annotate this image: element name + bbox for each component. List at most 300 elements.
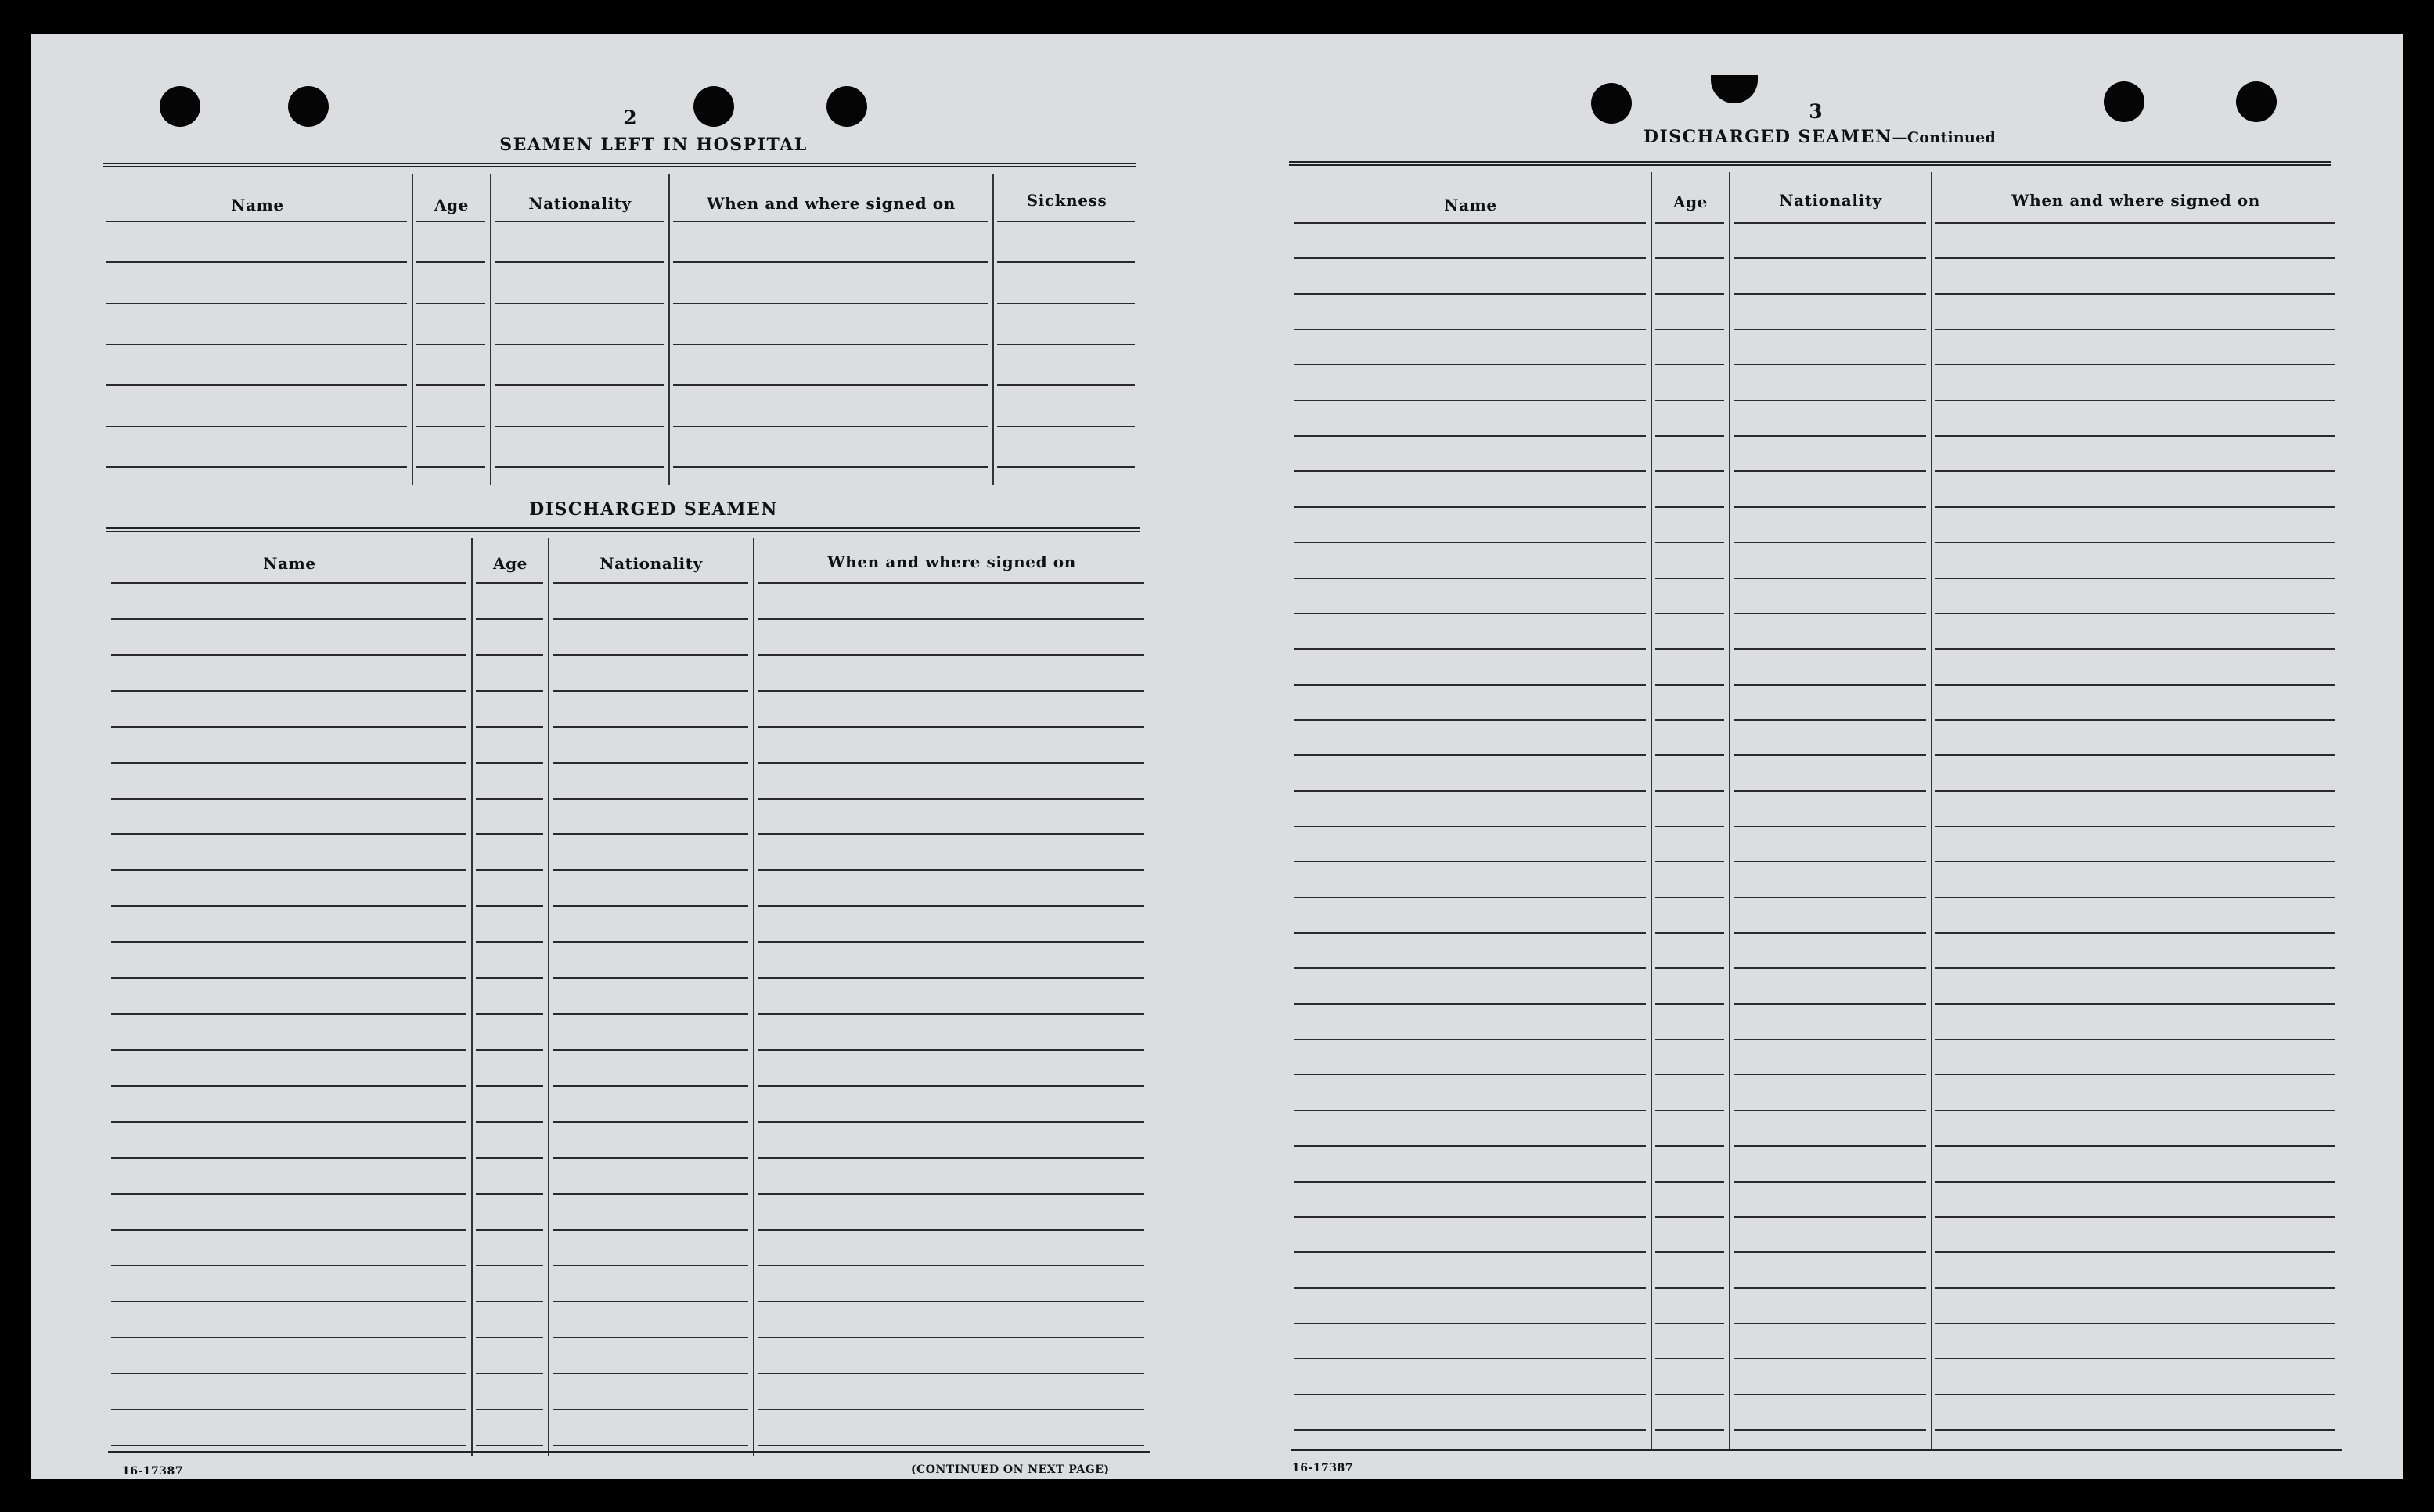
entry-line (1294, 826, 1646, 827)
entry-line (1935, 1323, 2335, 1324)
entry-line (1655, 1394, 1724, 1395)
entry-line (1734, 222, 1926, 224)
entry-line (111, 941, 466, 943)
entry-line (1935, 1358, 2335, 1359)
entry-line (1294, 1039, 1646, 1040)
entry-line (495, 384, 664, 386)
entry-line (106, 384, 407, 386)
entry-line (1655, 1110, 1724, 1111)
entry-line (111, 1373, 466, 1374)
entry-line (1734, 1003, 1926, 1005)
entry-line (1294, 1251, 1646, 1253)
entry-line (758, 1265, 1144, 1266)
entry-line (476, 1121, 543, 1123)
entry-line (1935, 542, 2335, 543)
entry-line (1935, 1429, 2335, 1431)
entry-line (1294, 754, 1646, 756)
entry-line (476, 798, 543, 800)
entry-line (1734, 1216, 1926, 1218)
entry-line (111, 1121, 466, 1123)
entry-line (758, 1085, 1144, 1087)
bottom-rule (1291, 1449, 2342, 1451)
entry-line (1655, 648, 1724, 650)
entry-line (758, 762, 1144, 764)
entry-line (1935, 1074, 2335, 1075)
entry-line (997, 384, 1135, 386)
column-signed-on (670, 174, 994, 485)
entry-line (758, 833, 1144, 835)
entry-line (1294, 329, 1646, 330)
entry-line (1294, 932, 1646, 934)
entry-line (553, 869, 748, 871)
entry-line (1935, 1110, 2335, 1111)
entry-line (758, 1301, 1144, 1302)
entry-line (111, 1409, 466, 1410)
entry-line (1294, 293, 1646, 295)
hospital-table (103, 174, 1140, 485)
entry-line (106, 426, 407, 427)
entry-line (1294, 435, 1646, 437)
entry-line (1935, 1394, 2335, 1395)
entry-line (553, 690, 748, 692)
entry-line (1935, 578, 2335, 579)
entry-line (476, 1445, 543, 1446)
entry-line (1655, 1287, 1724, 1289)
entry-line (758, 582, 1144, 584)
entry-line (553, 654, 748, 656)
entry-line (1935, 222, 2335, 224)
punch-hole (160, 86, 200, 127)
entry-line (111, 1157, 466, 1159)
entry-line (476, 1301, 543, 1302)
entry-line (553, 726, 748, 728)
entry-line (111, 1265, 466, 1266)
entry-line (1294, 400, 1646, 401)
entry-line (758, 1229, 1144, 1231)
entry-line (495, 466, 664, 468)
entry-line (1935, 293, 2335, 295)
entry-line (1655, 1358, 1724, 1359)
entry-line (476, 582, 543, 584)
entry-line (1734, 1074, 1926, 1075)
entry-line (553, 618, 748, 620)
entry-line (1734, 826, 1926, 827)
bottom-rule (108, 1451, 1150, 1453)
entry-line (1655, 826, 1724, 827)
entry-line (1734, 967, 1926, 969)
entry-line (106, 303, 407, 304)
entry-line (1734, 1145, 1926, 1147)
form-number: 16-17387 (122, 1465, 183, 1478)
entry-line (416, 303, 485, 304)
entry-line (476, 1409, 543, 1410)
entry-line (553, 1265, 748, 1266)
entry-line (1935, 1145, 2335, 1147)
entry-line (476, 618, 543, 620)
entry-line (476, 762, 543, 764)
entry-line (416, 466, 485, 468)
entry-line (553, 977, 748, 979)
punch-hole (826, 86, 867, 127)
entry-line (553, 1409, 748, 1410)
entry-line (495, 344, 664, 345)
entry-line (553, 1013, 748, 1015)
entry-line (1734, 542, 1926, 543)
header-rule (1289, 161, 2331, 166)
entry-line (476, 941, 543, 943)
column-header: Age (1672, 193, 1708, 211)
entry-line (476, 1013, 543, 1015)
entry-line (673, 426, 988, 427)
column-header: Nationality (599, 554, 703, 573)
entry-line (111, 869, 466, 871)
entry-line (1655, 1181, 1724, 1183)
entry-line (111, 690, 466, 692)
column-header: Name (263, 554, 316, 573)
punch-hole (2104, 81, 2144, 122)
entry-line (1655, 1003, 1724, 1005)
entry-line (1655, 1323, 1724, 1324)
entry-line (758, 1193, 1144, 1195)
entry-line (1294, 648, 1646, 650)
entry-line (1734, 648, 1926, 650)
entry-line (1655, 754, 1724, 756)
entry-line (1294, 684, 1646, 686)
entry-line (758, 654, 1144, 656)
column-header: Name (1444, 196, 1497, 214)
column-age (1652, 172, 1730, 1449)
entry-line (1734, 257, 1926, 259)
entry-line (111, 977, 466, 979)
entry-line (1655, 329, 1724, 330)
entry-line (1734, 1358, 1926, 1359)
entry-line (1655, 897, 1724, 898)
column-sickness (994, 174, 1140, 485)
entry-line (758, 618, 1144, 620)
entry-line (1655, 1074, 1724, 1075)
entry-line (476, 869, 543, 871)
entry-line (1655, 790, 1724, 792)
entry-line (1734, 1323, 1926, 1324)
entry-line (1935, 1287, 2335, 1289)
entry-line (1294, 257, 1646, 259)
entry-line (1935, 1181, 2335, 1183)
entry-line (553, 1085, 748, 1087)
entry-line (106, 466, 407, 468)
entry-line (1655, 293, 1724, 295)
entry-line (476, 1337, 543, 1338)
entry-line (476, 977, 543, 979)
punch-hole (1591, 83, 1632, 124)
entry-line (1294, 1110, 1646, 1111)
entry-line (1935, 967, 2335, 969)
column-name (103, 174, 413, 485)
discharged-table-title: DISCHARGED SEAMEN (529, 499, 778, 520)
entry-line (1935, 1216, 2335, 1218)
entry-line (476, 1229, 543, 1231)
entry-line (758, 798, 1144, 800)
right-page (1217, 34, 2403, 1479)
entry-line (1294, 1287, 1646, 1289)
entry-line (1294, 1074, 1646, 1075)
entry-line (758, 905, 1144, 907)
entry-line (1655, 861, 1724, 862)
entry-line (495, 261, 664, 263)
entry-line (106, 261, 407, 263)
entry-line (1655, 1145, 1724, 1147)
entry-line (111, 1337, 466, 1338)
entry-line (1734, 578, 1926, 579)
column-age (413, 174, 491, 485)
entry-line (495, 426, 664, 427)
entry-line (476, 1085, 543, 1087)
entry-line (1294, 897, 1646, 898)
entry-line (1655, 1216, 1724, 1218)
entry-line (1935, 1003, 2335, 1005)
hospital-table-title: SEAMEN LEFT IN HOSPITAL (499, 135, 808, 155)
entry-line (1734, 470, 1926, 472)
entry-line (476, 654, 543, 656)
entry-line (416, 384, 485, 386)
entry-line (111, 905, 466, 907)
entry-line (1935, 861, 2335, 862)
entry-line (476, 1193, 543, 1195)
entry-line (495, 221, 664, 222)
entry-line (495, 303, 664, 304)
entry-line (758, 869, 1144, 871)
entry-line (416, 344, 485, 345)
entry-line (758, 690, 1144, 692)
entry-line (1294, 1145, 1646, 1147)
entry-line (553, 833, 748, 835)
entry-line (416, 426, 485, 427)
entry-line (111, 762, 466, 764)
entry-line (1294, 1323, 1646, 1324)
entry-line (1734, 400, 1926, 401)
entry-line (1294, 719, 1646, 721)
column-nationality (549, 538, 754, 1456)
entry-line (476, 726, 543, 728)
entry-line (553, 1445, 748, 1446)
entry-line (111, 726, 466, 728)
entry-line (1655, 435, 1724, 437)
entry-line (1294, 1216, 1646, 1218)
entry-line (553, 1337, 748, 1338)
discharged-continued-table (1291, 172, 2339, 1449)
entry-line (553, 1301, 748, 1302)
ledger-sheet (31, 34, 2403, 1479)
punch-hole (2236, 81, 2277, 122)
entry-line (673, 384, 988, 386)
entry-line (1294, 506, 1646, 508)
entry-line (758, 977, 1144, 979)
entry-line (1935, 506, 2335, 508)
entry-line (997, 221, 1135, 222)
entry-line (553, 1157, 748, 1159)
entry-line (1734, 684, 1926, 686)
entry-line (1294, 578, 1646, 579)
entry-line (1935, 400, 2335, 401)
column-header: Name (231, 196, 284, 214)
entry-line (673, 221, 988, 222)
entry-line (1734, 932, 1926, 934)
entry-line (111, 1445, 466, 1446)
entry-line (1935, 329, 2335, 330)
entry-line (111, 1049, 466, 1051)
entry-line (111, 1229, 466, 1231)
entry-line (111, 582, 466, 584)
column-name (108, 538, 473, 1456)
entry-line (1655, 1039, 1724, 1040)
entry-line (416, 261, 485, 263)
entry-line (553, 1049, 748, 1051)
entry-line (111, 1193, 466, 1195)
entry-line (1935, 719, 2335, 721)
entry-line (673, 466, 988, 468)
entry-line (1655, 1251, 1724, 1253)
entry-line (1935, 1251, 2335, 1253)
entry-line (673, 344, 988, 345)
entry-line (1734, 293, 1926, 295)
entry-line (553, 905, 748, 907)
entry-line (476, 690, 543, 692)
entry-line (1655, 364, 1724, 365)
entry-line (1734, 1287, 1926, 1289)
entry-line (476, 1049, 543, 1051)
entry-line (1294, 967, 1646, 969)
entry-line (1655, 257, 1724, 259)
entry-line (1655, 613, 1724, 614)
entry-line (758, 1409, 1144, 1410)
entry-line (997, 344, 1135, 345)
entry-line (106, 221, 407, 222)
column-header: Age (434, 196, 470, 214)
header-rule (103, 163, 1136, 167)
column-name (1291, 172, 1652, 1449)
entry-line (997, 426, 1135, 427)
entry-line (758, 726, 1144, 728)
entry-line (111, 1301, 466, 1302)
entry-line (1734, 329, 1926, 330)
punch-hole (693, 86, 734, 127)
entry-line (758, 941, 1144, 943)
entry-line (553, 582, 748, 584)
column-header: Nationality (528, 194, 632, 213)
entry-line (553, 798, 748, 800)
entry-line (758, 1445, 1144, 1446)
entry-line (1294, 861, 1646, 862)
entry-line (1734, 1429, 1926, 1431)
entry-line (476, 1157, 543, 1159)
entry-line (1294, 1394, 1646, 1395)
entry-line (1655, 719, 1724, 721)
entry-line (1734, 1251, 1926, 1253)
entry-line (1935, 648, 2335, 650)
entry-line (758, 1121, 1144, 1123)
entry-line (553, 1229, 748, 1231)
entry-line (1734, 754, 1926, 756)
entry-line (1734, 435, 1926, 437)
title-continued: —Continued (1892, 129, 1997, 146)
entry-line (1655, 578, 1724, 579)
entry-line (1734, 1181, 1926, 1183)
entry-line (1655, 542, 1724, 543)
entry-line (553, 1121, 748, 1123)
entry-line (1655, 684, 1724, 686)
entry-line (1294, 1358, 1646, 1359)
entry-line (1935, 826, 2335, 827)
column-header: Nationality (1779, 191, 1882, 210)
entry-line (1294, 470, 1646, 472)
entry-line (1655, 1429, 1724, 1431)
continuation-note: (CONTINUED ON NEXT PAGE) (911, 1463, 1110, 1476)
entry-line (1655, 400, 1724, 401)
column-signed-on (1932, 172, 2339, 1449)
entry-line (758, 1373, 1144, 1374)
entry-line (758, 1013, 1144, 1015)
column-header: When and where signed on (827, 553, 1076, 571)
header-rule (106, 527, 1140, 532)
entry-line (476, 1265, 543, 1266)
entry-line (111, 798, 466, 800)
page-number: 3 (1809, 100, 1823, 123)
entry-line (553, 762, 748, 764)
entry-line (1935, 790, 2335, 792)
entry-line (1935, 470, 2335, 472)
entry-line (106, 344, 407, 345)
entry-line (1734, 506, 1926, 508)
entry-line (553, 1373, 748, 1374)
column-age (473, 538, 549, 1456)
entry-line (1734, 613, 1926, 614)
entry-line (1935, 932, 2335, 934)
entry-line (1734, 719, 1926, 721)
entry-line (111, 618, 466, 620)
entry-line (1294, 1181, 1646, 1183)
entry-line (111, 833, 466, 835)
punch-hole (1711, 75, 1758, 103)
entry-line (553, 1193, 748, 1195)
column-nationality (491, 174, 670, 485)
entry-line (1935, 1039, 2335, 1040)
form-number: 16-17387 (1292, 1462, 1353, 1474)
entry-line (1655, 932, 1724, 934)
entry-line (1734, 790, 1926, 792)
entry-line (1935, 684, 2335, 686)
entry-line (1935, 613, 2335, 614)
entry-line (1655, 222, 1724, 224)
title-main: DISCHARGED SEAMEN (1643, 127, 1892, 147)
column-signed-on (754, 538, 1149, 1456)
entry-line (476, 1373, 543, 1374)
entry-line (1294, 1003, 1646, 1005)
entry-line (673, 303, 988, 304)
entry-line (1294, 542, 1646, 543)
entry-line (1294, 790, 1646, 792)
entry-line (1734, 897, 1926, 898)
column-header: Age (492, 554, 528, 573)
entry-line (758, 1337, 1144, 1338)
entry-line (1655, 967, 1724, 969)
entry-line (476, 833, 543, 835)
entry-line (1734, 1394, 1926, 1395)
punch-hole (288, 86, 329, 127)
entry-line (758, 1049, 1144, 1051)
entry-line (416, 221, 485, 222)
entry-line (1734, 861, 1926, 862)
discharged-table (108, 538, 1149, 1456)
entry-line (1294, 613, 1646, 614)
